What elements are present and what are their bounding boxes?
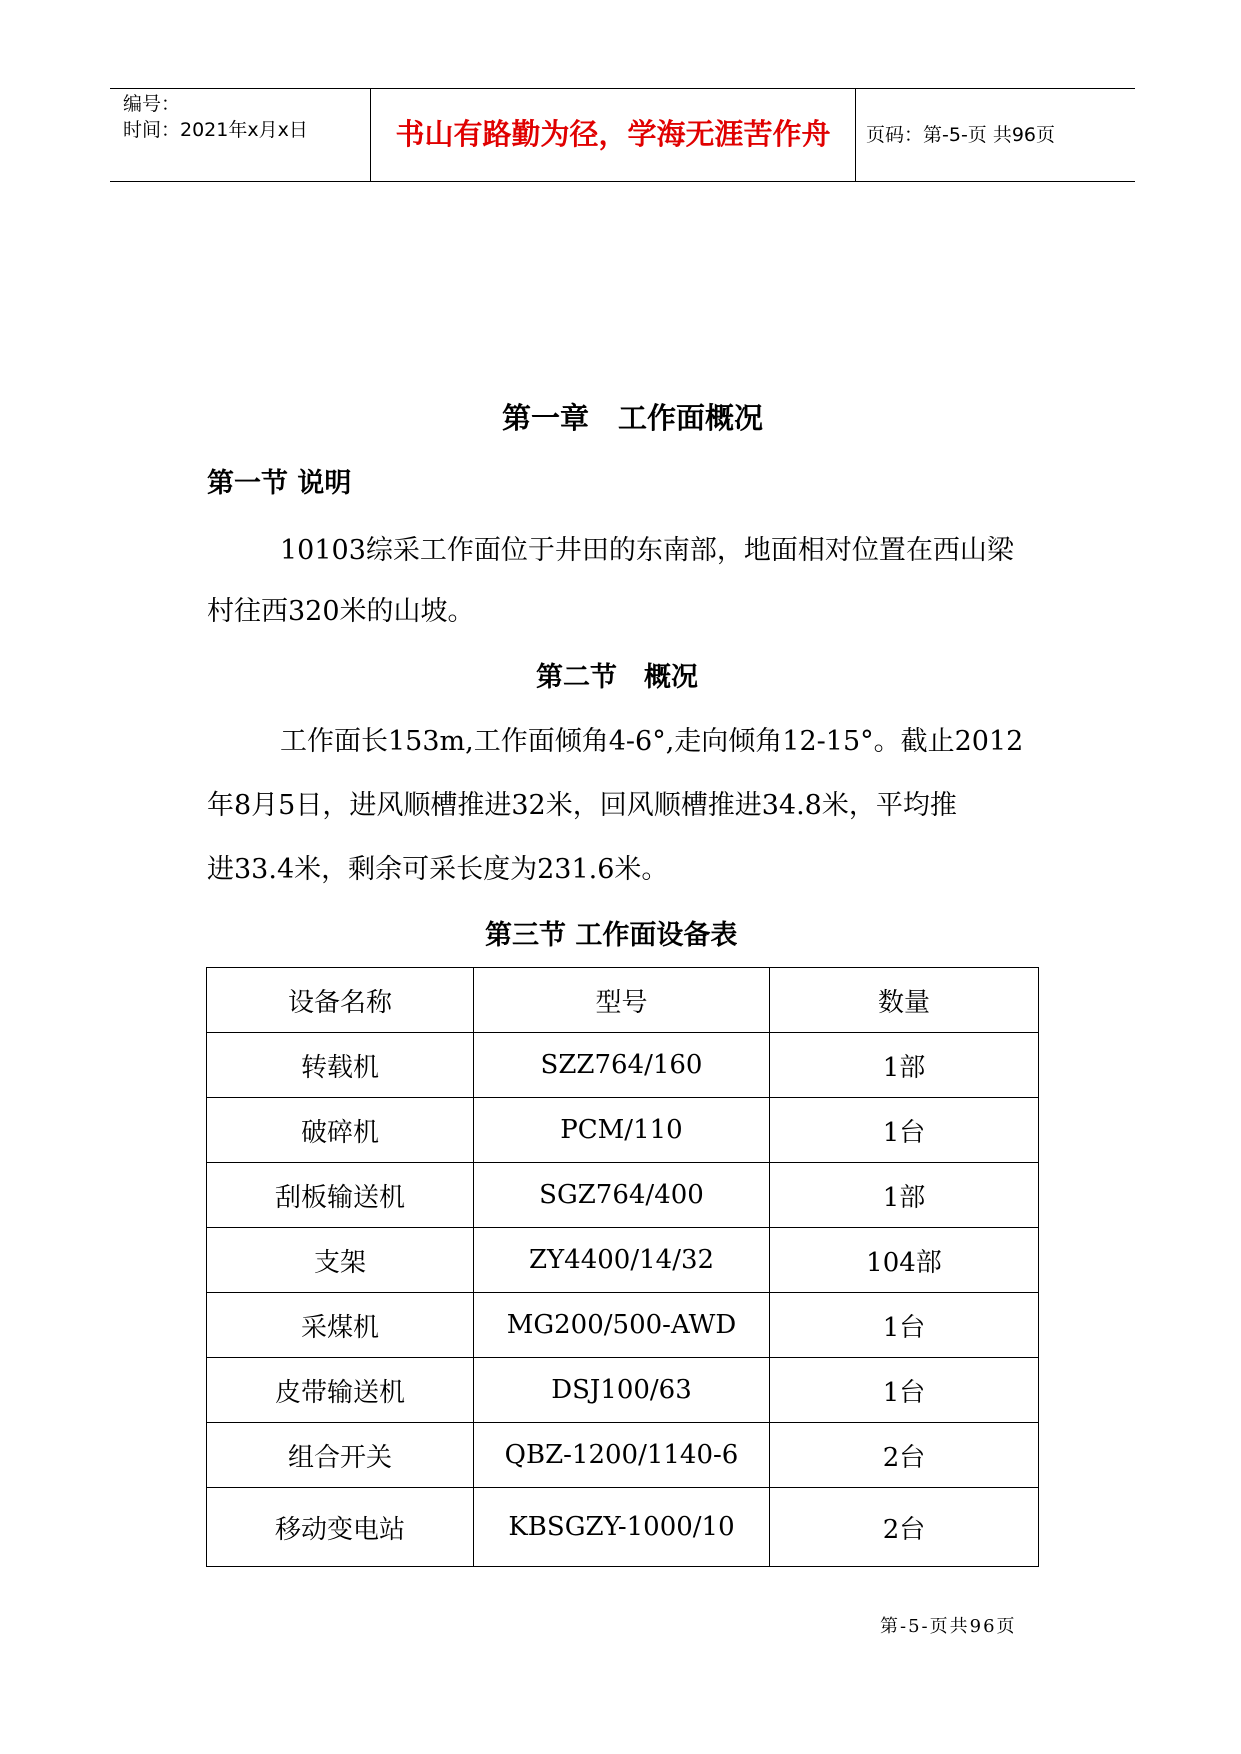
equipment-name-cell: 采煤机 bbox=[207, 1293, 474, 1358]
table-header-cell: 设备名称 bbox=[207, 968, 474, 1033]
equipment-quantity-cell: 1部 bbox=[770, 1163, 1039, 1228]
section1-line1: 10103综采工作面位于井田的东南部，地面相对位置在西山梁 bbox=[280, 535, 1014, 566]
equipment-model-cell: MG200/500-AWD bbox=[474, 1293, 770, 1358]
table-row bbox=[207, 1423, 1039, 1488]
equipment-model-cell: SGZ764/400 bbox=[474, 1163, 770, 1228]
equipment-name-cell: 支架 bbox=[207, 1228, 474, 1293]
table-row bbox=[207, 1488, 1039, 1567]
equipment-quantity-cell: 104部 bbox=[770, 1228, 1039, 1293]
equipment-model-cell: ZY4400/14/32 bbox=[474, 1228, 770, 1293]
table-row bbox=[207, 1033, 1039, 1098]
section3-title: 第三节 工作面设备表 bbox=[485, 920, 738, 951]
header-divider-right bbox=[855, 88, 856, 182]
header-page-label: 页码：第-5-页 共96页 bbox=[866, 124, 1056, 146]
table-header-cell: 数量 bbox=[770, 968, 1039, 1033]
table-row bbox=[207, 1358, 1039, 1423]
table-header-cell: 型号 bbox=[474, 968, 770, 1033]
equipment-name-cell: 组合开关 bbox=[207, 1423, 474, 1488]
page-footer: 第-5-页共96页 bbox=[880, 1616, 1017, 1637]
equipment-model-cell: QBZ-1200/1140-6 bbox=[474, 1423, 770, 1488]
equipment-model-cell: PCM/110 bbox=[474, 1098, 770, 1163]
section1-title: 第一节 说明 bbox=[207, 468, 352, 499]
section2-line1: 工作面长153m,工作面倾角4-6°,走向倾角12-15°。截止2012 bbox=[280, 726, 1024, 757]
equipment-quantity-cell: 1台 bbox=[770, 1358, 1039, 1423]
section2-title: 第二节 概况 bbox=[536, 662, 698, 693]
equipment-name-cell: 转载机 bbox=[207, 1033, 474, 1098]
header-motto: 书山有路勤为径，学海无涯苦作舟 bbox=[395, 117, 831, 151]
equipment-model-cell: DSJ100/63 bbox=[474, 1358, 770, 1423]
header-date-label: 时间：2021年x月x日 bbox=[123, 119, 308, 141]
section2-line3: 进33.4米，剩余可采长度为231.6米。 bbox=[207, 854, 669, 885]
header-number-label: 编号： bbox=[123, 93, 181, 115]
equipment-name-cell: 移动变电站 bbox=[207, 1488, 474, 1567]
equipment-table bbox=[206, 967, 1039, 1567]
section2-line2: 年8月5日，进风顺槽推进32米，回风顺槽推进34.8米，平均推 bbox=[207, 790, 957, 821]
equipment-quantity-cell: 2台 bbox=[770, 1423, 1039, 1488]
table-header-row bbox=[207, 968, 1039, 1033]
equipment-quantity-cell: 1部 bbox=[770, 1033, 1039, 1098]
table-row bbox=[207, 1163, 1039, 1228]
equipment-name-cell: 破碎机 bbox=[207, 1098, 474, 1163]
table-row bbox=[207, 1293, 1039, 1358]
header-bottom-rule bbox=[110, 181, 1135, 182]
chapter-title: 第一章 工作面概况 bbox=[502, 401, 764, 435]
equipment-quantity-cell: 1台 bbox=[770, 1098, 1039, 1163]
table-row bbox=[207, 1098, 1039, 1163]
section1-line2: 村往西320米的山坡。 bbox=[207, 596, 475, 627]
equipment-quantity-cell: 2台 bbox=[770, 1488, 1039, 1567]
table-row bbox=[207, 1228, 1039, 1293]
equipment-model-cell: SZZ764/160 bbox=[474, 1033, 770, 1098]
equipment-model-cell: KBSGZY-1000/10 bbox=[474, 1488, 770, 1567]
header-top-rule bbox=[110, 88, 1135, 89]
equipment-quantity-cell: 1台 bbox=[770, 1293, 1039, 1358]
equipment-name-cell: 皮带输送机 bbox=[207, 1358, 474, 1423]
equipment-name-cell: 刮板输送机 bbox=[207, 1163, 474, 1228]
